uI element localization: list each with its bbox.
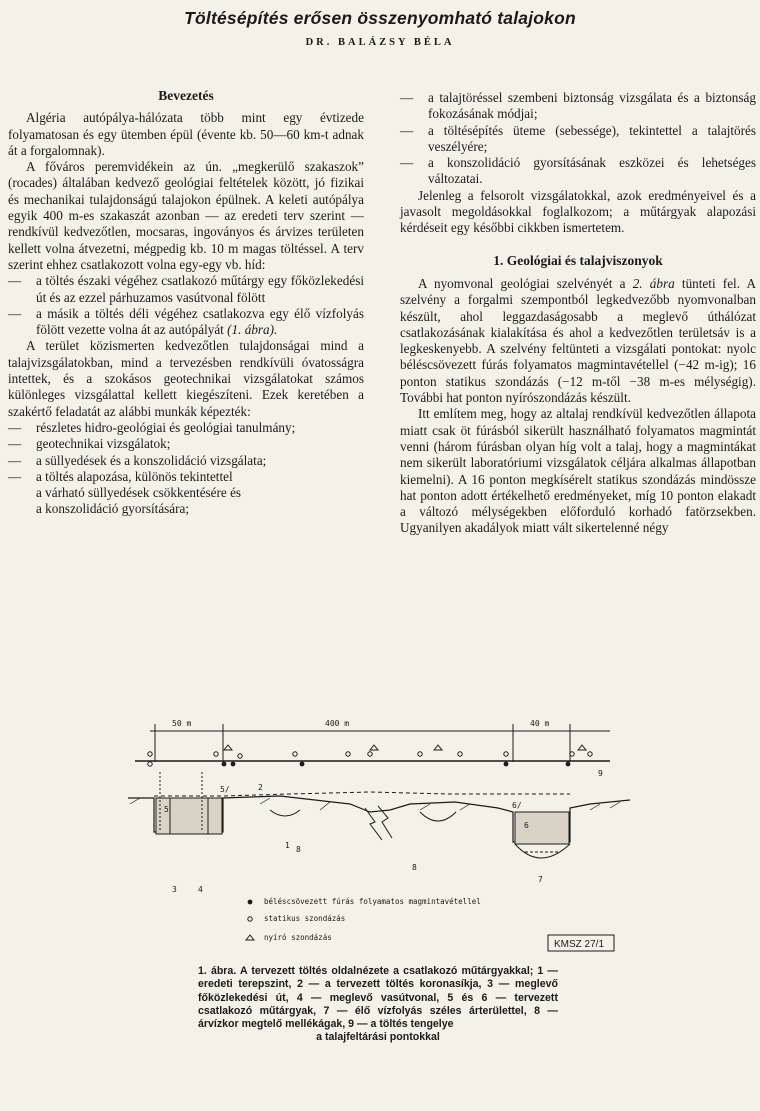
vane-shear-marker	[578, 745, 586, 750]
figure-label-8: 8	[296, 845, 301, 854]
figure-caption: 1. ábra. A tervezett töltés oldalnézete a csatlakozó műtárgyakkal; 1 — eredeti terepszint, 2 — a tervezett töltés koronasíkja, 3 — meglevő főközlekedési út, 4 — meglevő vasútvonal, 5 és 6 — tervezett csatlakozó műtárgyak, 7 — élő vízfolyás széles árterülettel, 8 — árvízkor megtelő mellékágak, 9 — a töltés tengelye a talajfeltárási pontokkal	[198, 965, 558, 1044]
paragraph: A főváros peremvidékein az ún. „megkerülő szakaszok” (rocades) általában kedvező geológiai feltételek között, jó fizikai és mechanikai tulajdonságú talajokon épülnek. A keleti autópálya egyik 400 m-es szakaszát azonban — az eredeti terv szerint — rendkívül kedvezőtlen, mocsaras, ingoványos és árvizes területen kellett volna átvezetni, mégpedig kb. 10 m magas töltéssel. A terv szerint ehhez csatlakozott volna egy-egy vb. híd:	[8, 159, 364, 272]
static-sounding-marker	[458, 752, 462, 756]
figure-label-7: 7	[538, 875, 543, 884]
figure-label-6: 6	[524, 821, 529, 830]
paragraph: Algéria autópálya-hálózata több mint egy évtizede folyamatosan és egy ütemben épül (évente kb. 50—60 km-t adnak át a forgalomnak).	[8, 110, 364, 158]
side-branch	[420, 812, 456, 821]
figure-label-5: 5	[164, 805, 169, 814]
section-heading-intro: Bevezetés	[158, 88, 214, 103]
list-item: — részletes hidro-geológiai és geológiai tanulmány;	[8, 419, 296, 435]
list-item: — a talajtöréssel szembeni biztonság vizsgálata és a biztonság fokozásának módjai;	[400, 90, 756, 122]
borehole-marker	[300, 762, 305, 767]
static-sounding-marker	[588, 752, 592, 756]
dimension-label-right: 40 m	[530, 719, 550, 728]
vane-shear-marker	[434, 745, 442, 750]
static-sounding-marker	[148, 762, 152, 766]
figure-label-8b: 8	[412, 863, 417, 872]
list-item: — a töltésépítés üteme (sebessége), tekintettel a talajtörés veszélyére;	[400, 122, 756, 154]
structure-5	[156, 798, 222, 834]
static-sounding-marker	[293, 752, 297, 756]
static-sounding-marker	[504, 752, 508, 756]
figure-label-3: 3	[172, 885, 177, 894]
article-author: DR. BALÁZSY BÉLA	[305, 37, 455, 48]
borehole-marker	[222, 762, 227, 767]
left-column	[8, 88, 364, 518]
static-sounding-marker	[214, 752, 218, 756]
dimension-label-left: 50 m	[172, 719, 192, 728]
list-item: — a töltés alapozása, különös tekintettel	[8, 468, 233, 484]
figure-label-5b: 5/	[220, 785, 230, 794]
static-sounding-marker	[238, 754, 242, 758]
legend-borehole-icon	[248, 900, 253, 905]
static-sounding-marker	[368, 752, 372, 756]
river-bed	[515, 844, 570, 858]
embankment-profile-figure	[120, 712, 640, 962]
legend-static-sounding-label: statikus szondázás	[264, 914, 346, 923]
list-item: — a töltés északi végéhez csatlakozó műtárgy egy főközlekedési út és az ezzel párhuzamos vasútvonal fölött	[8, 273, 364, 305]
borehole-marker	[566, 762, 571, 767]
list-item-continued: a várható süllyedések csökkentésére és	[36, 485, 242, 501]
list-item: — a másik a töltés déli végéhez csatlakozva egy élő vízfolyás fölött vezette volna át az autópályát (1. ábra).	[8, 305, 364, 338]
static-sounding-marker	[418, 752, 422, 756]
paragraph: Jelenleg a felsorolt vizsgálatokkal, azok eredményeivel és a javasolt megoldásokkal foglalkozom; a műtárgyak alapozási kérdéseit egy későbbi cikkben ismertetem.	[400, 187, 756, 236]
legend-vane-shear-label: nyíró szondázás	[264, 933, 332, 942]
legend-static-sounding-icon	[248, 917, 252, 921]
figure-label-2: 2	[258, 783, 263, 792]
figure-label-9: 9	[598, 769, 603, 778]
paragraph: A nyomvonal geológiai szelvényét a 2. ábra tünteti fel. A szelvény a forgalmi szempontból legkedvezőbb nyomvonalban készült, ahol leggazdaságosabb a meglevő úthálózat csatlakozásának kialakítása és ahol a kedvezőtlen területsáv is a legkeskenyebb. A szelvény feltünteti a vizsgálati pontokat: nyolc béléscsövezett fúrás folyamatos magmintavétellel (−42 m-ig); 16 ponton statikus szondázás (−12 m-től −38 m-es mélységig). További hat ponton nyírószondázás készült.	[400, 275, 757, 406]
legend-vane-shear-icon	[246, 935, 254, 940]
figure-label-1: 1	[285, 841, 290, 850]
list-item-continued: a konszolidáció gyorsítására;	[36, 501, 190, 517]
list-item: — a konszolidáció gyorsításának eszközei és lehetséges változatai.	[400, 155, 756, 187]
list-item: — a süllyedések és a konszolidáció vizsgálata;	[8, 452, 267, 468]
section-heading-geology: 1. Geológiai és talajviszonyok	[493, 252, 663, 268]
static-sounding-marker	[346, 752, 350, 756]
figure-ref-label: KMSZ 27/1	[554, 939, 605, 950]
static-sounding-marker	[148, 752, 152, 756]
vane-shear-marker	[370, 745, 378, 750]
dimension-label-mid: 400 m	[325, 719, 350, 728]
paragraph: A terület közismerten kedvezőtlen tulajdonságai mind a talajvizsgálatokban, mind a tervezésben rendkívüli óvatosságra intettek, és a szokásos geotechnikai vizsgálatokat számos különleges vizsgálattal kellett kiegészíteni. Ezek keretében a szakértő feladatát az alábbi munkák képezték:	[8, 338, 364, 419]
figure-label-4: 4	[198, 885, 203, 894]
borehole-marker	[504, 762, 509, 767]
right-column	[400, 90, 756, 537]
legend-borehole-label: béléscsövezett fúrás folyamatos magmintavétellel	[264, 897, 481, 906]
crown-plane-line	[154, 792, 570, 796]
break-mark	[365, 808, 382, 840]
list-item: — geotechnikai vizsgálatok;	[8, 436, 171, 452]
vane-shear-marker	[224, 745, 232, 750]
article-title: Töltésépítés erősen összenyomható talajokon	[184, 8, 576, 28]
side-branch	[270, 810, 300, 816]
figure-label-6b: 6/	[512, 801, 522, 810]
borehole-marker	[231, 762, 236, 767]
paragraph: Itt említem meg, hogy az altalaj rendkívül kedvezőtlen állapota miatt csak öt fúrásból sikerült használható folyamatos magmintát venni (három fúrásban olyan híg volt a talaj, hogy a magmintákat nem sikerült laboratóriumi vizsgálatok céljára alkalmas állapotban kiemelni). A 16 ponton megkísérelt statikus szondázás mindössze hat ponton adott értékelhető eredményeket, míg 10 ponton elakadt a változó mélységekben előforduló korhadó fatörzsekben. Ugyanilyen akadályok miatt vált sikertelenné négy	[400, 406, 756, 536]
